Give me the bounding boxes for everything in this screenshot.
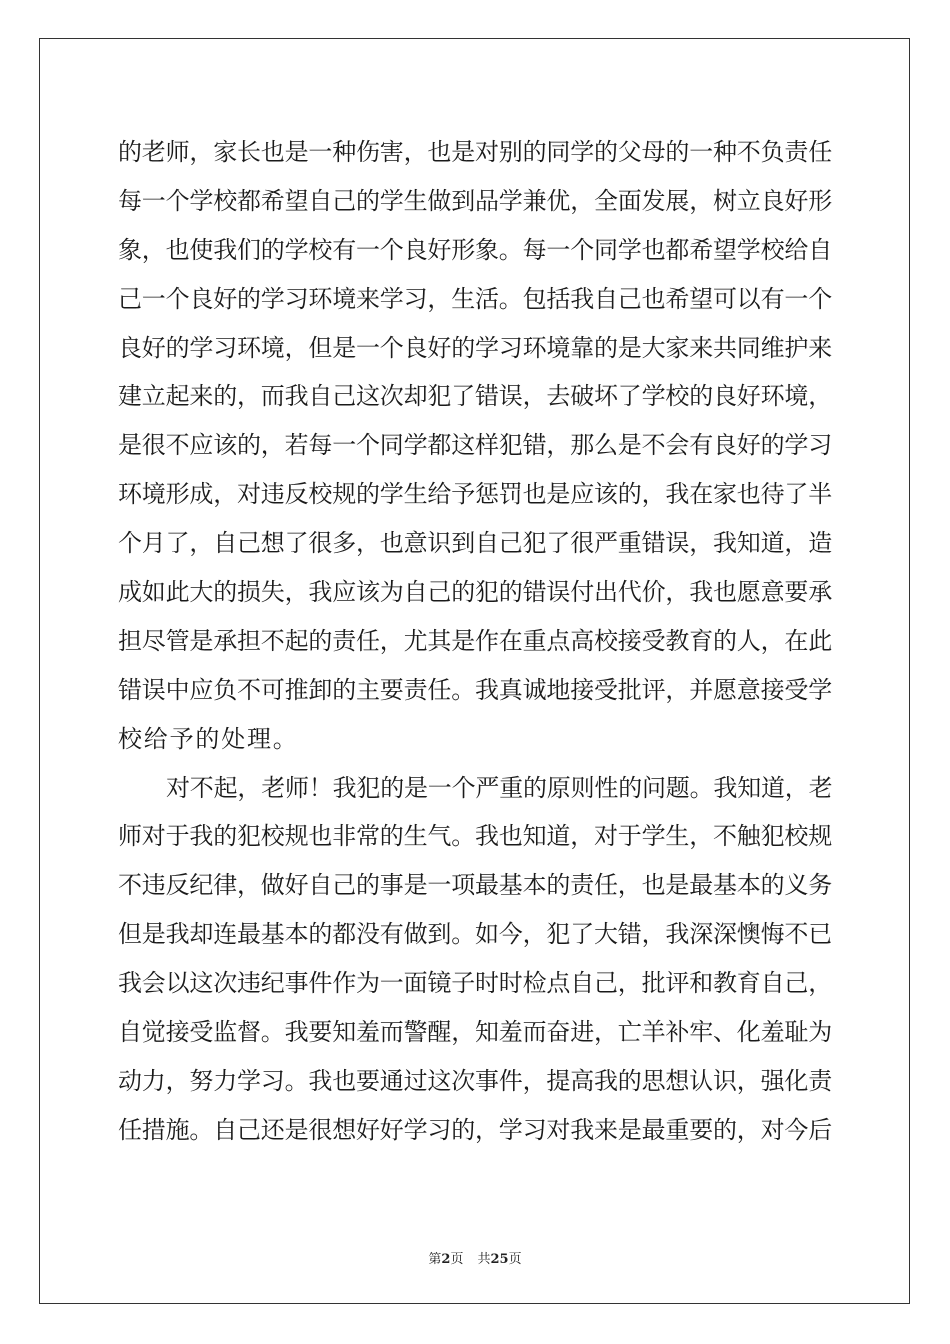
text-line: 良好的学习环境，但是一个良好的学习环境靠的是大家来共同维护来 [118, 333, 832, 362]
page-footer [0, 1248, 950, 1267]
text-line: 任措施。自己还是很想好好学习的，学习对我来是最重要的，对今后 [118, 1115, 832, 1144]
page-label-prefix: 第 [428, 1252, 442, 1267]
current-page-number: 2 [441, 1252, 451, 1267]
text-line: 环境形成，对违反校规的学生给予惩罚也是应该的，我在家也待了半 [118, 480, 832, 509]
total-page-count: 25 [490, 1252, 509, 1267]
page-label-suffix: 页 [450, 1252, 464, 1267]
text-line: 我会以这次违纪事件作为一面镜子时时检点自己，批评和教育自己， [118, 969, 832, 998]
text-line: 担尽管是承担不起的责任，尤其是作在重点高校接受教育的人，在此 [118, 626, 832, 655]
text-line: 校给予的处理。 [118, 724, 299, 753]
text-line: 动力，努力学习。我也要通过这次事件，提高我的思想认识，强化责 [118, 1066, 832, 1095]
text-line: 不违反纪律，做好自己的事是一项最基本的责任，也是最基本的义务 [118, 871, 832, 900]
text-line: 象，也使我们的学校有一个良好形象。每一个同学也都希望学校给自 [118, 235, 832, 264]
paragraph-start-line: 对不起，老师！我犯的是一个严重的原则性的问题。我知道，老 [166, 773, 833, 802]
text-line: 建立起来的，而我自己这次却犯了错误，去破坏了学校的良好环境， [118, 382, 832, 411]
text-line: 自觉接受监督。我要知羞而警醒，知羞而奋进，亡羊补牢、化羞耻为 [118, 1018, 832, 1047]
total-label-suffix: 页 [508, 1252, 522, 1267]
total-label-prefix: 共 [477, 1252, 491, 1267]
text-line: 个月了，自己想了很多，也意识到自己犯了很严重错误，我知道，造 [118, 529, 832, 558]
text-line: 的老师，家长也是一种伤害，也是对别的同学的父母的一种不负责任 [118, 138, 832, 166]
text-line: 每一个学校都希望自己的学生做到品学兼优，全面发展，树立良好形 [118, 186, 832, 215]
text-line: 错误中应负不可推卸的主要责任。我真诚地接受批评，并愿意接受学 [118, 675, 832, 704]
text-line: 师对于我的犯校规也非常的生气。我也知道，对于学生，不触犯校规 [118, 822, 832, 851]
text-line: 但是我却连最基本的都没有做到。如今，犯了大错，我深深懊悔不已 [118, 920, 832, 949]
document-body [118, 128, 834, 1155]
text-line: 是很不应该的，若每一个同学都这样犯错，那么是不会有良好的学习 [118, 431, 832, 460]
text-line: 成如此大的损失，我应该为自己的犯的错误付出代价，我也愿意要承 [118, 578, 832, 607]
text-line: 己一个良好的学习环境来学习，生活。包括我自己也希望可以有一个 [118, 284, 832, 313]
